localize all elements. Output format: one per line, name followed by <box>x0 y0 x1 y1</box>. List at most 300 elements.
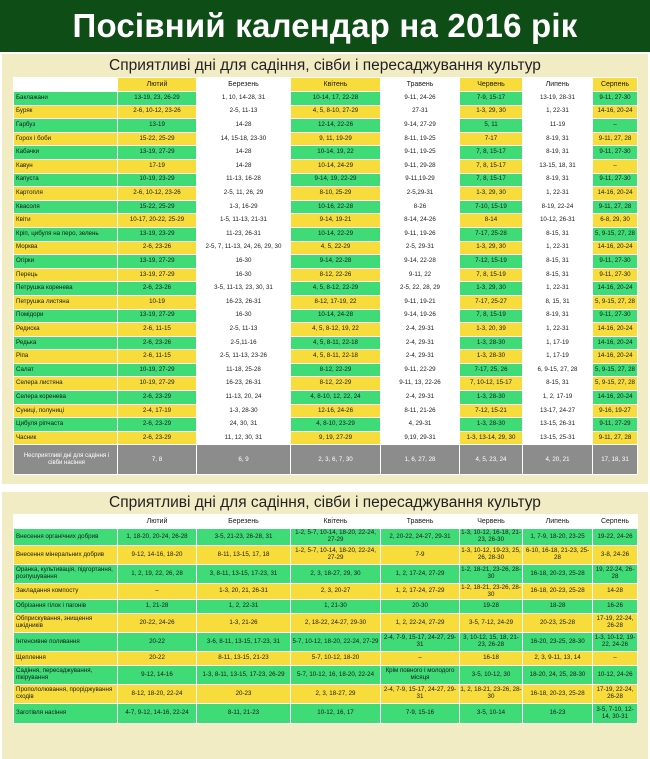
crop-name: Кавун <box>14 159 118 173</box>
date-cell: 19-28 <box>460 600 523 614</box>
date-cell: 1-3, 20, 39 <box>460 323 523 337</box>
date-cell: 17-19, 22-24, 26-28 <box>593 614 638 633</box>
date-cell: 3-8, 24-26 <box>593 546 638 565</box>
date-cell: 2-6, 10-12, 23-26 <box>118 105 197 119</box>
unfavorable-days-cell: 2, 3, 6, 7, 30 <box>291 445 381 475</box>
date-cell: 7-17 <box>460 132 523 146</box>
date-cell: 4, 8-10, 23-29 <box>291 418 381 432</box>
date-cell: 9-12, 14-16 <box>118 666 197 685</box>
date-cell: 7, 8, 15-17 <box>460 146 523 160</box>
crop-name: Огірки <box>14 255 118 269</box>
date-cell: 1-3, 29, 30 <box>460 105 523 119</box>
col-header: Липень <box>523 515 593 529</box>
date-cell: 9-11, 22-29 <box>381 363 460 377</box>
table-row <box>14 295 638 309</box>
table-row <box>14 132 638 146</box>
crop-name: Селера листяна <box>14 377 118 391</box>
date-cell: 7, 8, 15-19 <box>460 268 523 282</box>
date-cell: 16-30 <box>197 255 291 269</box>
col-header: Квітень <box>291 515 381 529</box>
work-name: Оранка, культивація, підгортання, розпушування <box>14 565 118 584</box>
date-cell: 2-5, 11-13 <box>197 323 291 337</box>
date-cell: 10-16, 22-28 <box>291 200 381 214</box>
date-cell: 9-11, 19-21 <box>381 295 460 309</box>
table-row <box>14 704 638 724</box>
date-cell: 5, 9-15, 27, 28 <box>593 227 638 241</box>
date-cell: 10-12, 26-31 <box>523 214 593 228</box>
date-cell: 13-15, 18, 31 <box>523 159 593 173</box>
work-name: Обприскування, знищення шкідників <box>14 614 118 633</box>
date-cell: 14-28 <box>197 146 291 160</box>
date-cell: 7-9, 15-16 <box>381 704 460 724</box>
table-row <box>14 92 638 106</box>
date-cell: 8-19, 31 <box>523 309 593 323</box>
date-cell: 4, 5, 8-12, 19, 22 <box>291 323 381 337</box>
date-cell: – <box>118 584 197 600</box>
table-row <box>14 633 638 652</box>
unfavorable-days-cell: 4, 5, 23, 24 <box>460 445 523 475</box>
date-cell: 4, 5, 22-29 <box>291 241 381 255</box>
date-cell: 2-5, 22, 28, 29 <box>381 282 460 296</box>
date-cell: 14-16, 20-24 <box>593 323 638 337</box>
col-header: Березень <box>197 78 291 92</box>
crop-name: Гарбуз <box>14 119 118 133</box>
date-cell: 2-6, 23-26 <box>118 241 197 255</box>
date-cell: 7-12, 15-21 <box>460 404 523 418</box>
date-cell: 9-11, 27-30 <box>593 173 638 187</box>
date-cell: 8-14, 24-26 <box>381 214 460 228</box>
unfavorable-days-cell: 4, 20, 21 <box>523 445 593 475</box>
date-cell: 8-15, 31 <box>523 227 593 241</box>
date-cell: 1-3, 13-14, 29, 30 <box>460 431 523 445</box>
col-header: Лютий <box>118 78 197 92</box>
date-cell: 18-20, 24, 25, 28-30 <box>523 666 593 685</box>
date-cell: 3-5, 11-13, 23, 30, 31 <box>197 282 291 296</box>
date-cell: 14-16, 20-24 <box>593 350 638 364</box>
date-cell: 2-6, 11-15 <box>118 350 197 364</box>
col-header: Травень <box>381 515 460 529</box>
unfavorable-days-cell: 1, 6, 27, 28 <box>381 445 460 475</box>
date-cell: 7-12, 15-19 <box>460 255 523 269</box>
date-cell: 8-11, 21-26 <box>381 404 460 418</box>
date-cell: 2-4, 29-31 <box>381 323 460 337</box>
date-cell: 3, 10-12, 15, 18, 21-23, 26-28 <box>460 633 523 652</box>
date-cell: 4, 5, 8-12, 22-29 <box>291 282 381 296</box>
date-cell: 4, 5, 8-11, 22-18 <box>291 336 381 350</box>
date-cell: 1-5, 11-13, 21-31 <box>197 214 291 228</box>
date-cell: 14-16, 20-24 <box>593 391 638 405</box>
date-cell: 2-4, 29-31 <box>381 391 460 405</box>
date-cell: 5, 11 <box>460 119 523 133</box>
date-cell: 2-4, 7-9, 15-17, 24-27, 29-31 <box>381 633 460 652</box>
table-row <box>14 105 638 119</box>
date-cell: 13-19, 27-29 <box>118 268 197 282</box>
works-table-header <box>14 515 638 529</box>
date-cell: 11-23, 26-31 <box>197 227 291 241</box>
date-cell: 3-5, 10-12, 30 <box>460 666 523 685</box>
col-header: Серпень <box>593 515 638 529</box>
crop-name: Селера коренева <box>14 391 118 405</box>
crop-name: Горох і боби <box>14 132 118 146</box>
date-cell: 13-19 <box>118 119 197 133</box>
date-cell: 3-5, 10-14 <box>460 704 523 724</box>
date-cell: 2-5, 11-13, 23-26 <box>197 350 291 364</box>
crop-name: Кабачки <box>14 146 118 160</box>
date-cell: 13-19, 27-29 <box>118 146 197 160</box>
date-cell: 16-23, 26-31 <box>197 377 291 391</box>
date-cell: 1-3, 28-30 <box>460 350 523 364</box>
date-cell: 14-16, 20-24 <box>593 282 638 296</box>
table-row <box>14 241 638 255</box>
date-cell: 10-14, 17, 22-28 <box>291 92 381 106</box>
table-row <box>14 614 638 633</box>
date-cell: 2, 18-22, 24-27, 29-30 <box>291 614 381 633</box>
date-cell: 1-3, 10-12, 19-22, 24-26 <box>593 633 638 652</box>
work-name: Обрізання гілок і пагонів <box>14 600 118 614</box>
date-cell: 17-19 <box>118 159 197 173</box>
date-cell: 1-3, 10-12, 19-23, 25, 26, 28-30 <box>460 546 523 565</box>
date-cell: 10-19 <box>118 295 197 309</box>
date-cell: 7, 10-12, 15-17 <box>460 377 523 391</box>
crop-name: Перець <box>14 268 118 282</box>
header-corner <box>14 515 118 529</box>
date-cell: 5-7, 10-12, 16, 18-20, 22-24 <box>291 666 381 685</box>
crop-name: Салат <box>14 363 118 377</box>
table-row <box>14 146 638 160</box>
col-header: Лютий <box>118 515 197 529</box>
date-cell: 9-11,19-29 <box>381 173 460 187</box>
date-cell: 11-13, 16-28 <box>197 173 291 187</box>
table-row <box>14 268 638 282</box>
date-cell: 1-3, 28-30 <box>460 336 523 350</box>
date-cell: 9-11, 27-30 <box>593 309 638 323</box>
date-cell: 9-11, 24-26 <box>381 92 460 106</box>
date-cell: 8-19, 31 <box>523 173 593 187</box>
date-cell: 8, 15, 31 <box>523 295 593 309</box>
date-cell: 8-11, 21-23 <box>197 704 291 724</box>
date-cell: 12-16, 24-26 <box>291 404 381 418</box>
col-header: Червень <box>460 78 523 92</box>
table-row <box>14 159 638 173</box>
date-cell: 10-14, 19, 22 <box>291 146 381 160</box>
date-cell: 16-18 <box>460 652 523 666</box>
date-cell: 6-10, 16-18, 21-23, 25-28 <box>523 546 593 565</box>
col-header: Березень <box>197 515 291 529</box>
table-row <box>14 418 638 432</box>
date-cell: 9,19, 29-31 <box>381 431 460 445</box>
date-cell: 16-30 <box>197 268 291 282</box>
date-cell: 2-4, 29-31 <box>381 336 460 350</box>
date-cell: 1, 2, 22-24, 27-29 <box>381 614 460 633</box>
date-cell: 8-19, 22-24 <box>523 200 593 214</box>
crop-name: Цибуля ріпчаста <box>14 418 118 432</box>
date-cell: 2-5,11-16 <box>197 336 291 350</box>
date-cell: 7, 8, 15-19 <box>460 309 523 323</box>
date-cell: 9-12, 14-16, 18-20 <box>118 546 197 565</box>
work-name: Інтенсивне поливання <box>14 633 118 652</box>
date-cell: 2-5, 29-31 <box>381 241 460 255</box>
date-cell: 9-11, 27, 28 <box>593 431 638 445</box>
unfavorable-days-cell: 17, 18, 31 <box>593 445 638 475</box>
date-cell: 9-14, 19-21 <box>291 214 381 228</box>
work-name: Заготівля насіння <box>14 704 118 724</box>
crop-name: Буряк <box>14 105 118 119</box>
date-cell: 9-11, 19-26 <box>381 227 460 241</box>
planting-table-header <box>14 78 638 92</box>
table-row <box>14 666 638 685</box>
date-cell: 2-6, 23-29 <box>118 418 197 432</box>
date-cell: 2-4, 7-9, 15-17, 24-27, 29-31 <box>381 685 460 704</box>
date-cell: 9-11, 27-30 <box>593 255 638 269</box>
date-cell: 4, 8-10, 12, 22, 24 <box>291 391 381 405</box>
crop-name: Часник <box>14 431 118 445</box>
date-cell: 7-10, 15-19 <box>460 200 523 214</box>
date-cell: 14-28 <box>593 584 638 600</box>
date-cell: 2-6, 23-26 <box>118 282 197 296</box>
col-header: Квітень <box>291 78 381 92</box>
date-cell: 7-9, 15-17 <box>460 92 523 106</box>
date-cell: 5-7, 10-12, 18-20 <box>291 652 381 666</box>
date-cell: 2-5, 7, 11-13, 24, 26, 29, 30 <box>197 241 291 255</box>
date-cell: 16-18, 20-23, 25-28 <box>523 565 593 584</box>
date-cell: 16-20, 23-25, 28-30 <box>523 633 593 652</box>
works-table-title: Сприятливі дні для садіння, сівби і пересаджування культур <box>109 494 541 511</box>
date-cell: 1, 22-31 <box>523 241 593 255</box>
planting-table <box>13 77 638 475</box>
date-cell: 1, 18-20, 20-24, 26-28 <box>118 529 197 546</box>
date-cell: 9-11, 29-28 <box>381 159 460 173</box>
table-row <box>14 363 638 377</box>
date-cell: 13-19, 28-31 <box>523 92 593 106</box>
date-cell: – <box>593 119 638 133</box>
work-name: Закладання компосту <box>14 584 118 600</box>
crop-name: Суниці, полуниці <box>14 404 118 418</box>
date-cell: 1, 10, 14-28, 31 <box>197 92 291 106</box>
date-cell: 5, 9-15, 27, 28 <box>593 377 638 391</box>
date-cell: 13-17, 24-27 <box>523 404 593 418</box>
table-row <box>14 685 638 704</box>
date-cell: 4-7, 9-12, 14-16, 22-24 <box>118 704 197 724</box>
date-cell: 14-16, 20-24 <box>593 105 638 119</box>
table-row <box>14 565 638 584</box>
date-cell: 1, 2, 18-21, 23-26, 28-30 <box>460 685 523 704</box>
date-cell: 9-14, 22-28 <box>381 255 460 269</box>
date-cell: 20-23, 25-28 <box>523 614 593 633</box>
crop-name: Редиска <box>14 323 118 337</box>
table-row <box>14 119 638 133</box>
date-cell: 2-6, 10-12, 23-26 <box>118 187 197 201</box>
date-cell: 9-11, 22 <box>381 268 460 282</box>
date-cell: 1-3, 16-29 <box>197 200 291 214</box>
date-cell: 1, 22-31 <box>523 187 593 201</box>
date-cell: 8-26 <box>381 200 460 214</box>
date-cell: 3-6, 8-11, 13-15, 17-23, 31 <box>197 633 291 652</box>
date-cell: 1, 17-19 <box>523 350 593 364</box>
date-cell: 9-16, 19-27 <box>593 404 638 418</box>
date-cell: 2-6, 23-26 <box>118 336 197 350</box>
table-row <box>14 187 638 201</box>
date-cell: 2-5, 11, 26, 29 <box>197 187 291 201</box>
table-row <box>14 391 638 405</box>
table-row <box>14 431 638 445</box>
header-corner <box>14 78 118 92</box>
work-name: Внесення органічних добрив <box>14 529 118 546</box>
table-row <box>14 214 638 228</box>
date-cell: 5, 9-15, 27, 28 <box>593 295 638 309</box>
date-cell: 9, 19, 27-29 <box>291 431 381 445</box>
date-cell: 1, 22-31 <box>523 282 593 296</box>
date-cell: 16-30 <box>197 309 291 323</box>
crop-name: Квіти <box>14 214 118 228</box>
page-title: Посівний календар на 2016 рік <box>72 7 578 44</box>
date-cell: 1, 2, 22-31 <box>197 600 291 614</box>
date-cell: 8-15, 31 <box>523 377 593 391</box>
table-row <box>14 600 638 614</box>
crop-name: Петрушка коренева <box>14 282 118 296</box>
col-header: Липень <box>523 78 593 92</box>
date-cell: – <box>593 652 638 666</box>
date-cell: 8-12, 22-26 <box>291 268 381 282</box>
table-row <box>14 546 638 565</box>
date-cell: 1, 7-9, 18-20, 23-25 <box>523 529 593 546</box>
date-cell: 1, 2, 17-24, 27-29 <box>381 565 460 584</box>
date-cell: 8-15, 31 <box>523 255 593 269</box>
date-cell: 1-3, 29, 30 <box>460 282 523 296</box>
works-table <box>13 514 638 724</box>
unfavorable-days-cell: 7, 8 <box>118 445 197 475</box>
date-cell: 2, 20-22, 24-27, 29-31 <box>381 529 460 546</box>
crop-name: Кріп, цибуля на перо, зелень <box>14 227 118 241</box>
date-cell: 9-11, 27, 28 <box>593 200 638 214</box>
date-cell: 1-3, 20, 21, 26-31 <box>197 584 291 600</box>
date-cell: 1, 22-31 <box>523 105 593 119</box>
date-cell: – <box>593 159 638 173</box>
date-cell: 14-28 <box>197 119 291 133</box>
date-cell: 27-31 <box>381 105 460 119</box>
col-header: Травень <box>381 78 460 92</box>
date-cell: 1-3, 8-11, 13-15, 17-23, 26-29 <box>197 666 291 685</box>
date-cell: 8-12, 22-29 <box>291 363 381 377</box>
date-cell: 1-3, 28-30 <box>197 404 291 418</box>
date-cell: 2-5, 11-13 <box>197 105 291 119</box>
date-cell: 1, 17-19 <box>523 336 593 350</box>
work-name: Внесення мінеральних добрив <box>14 546 118 565</box>
date-cell: 9-14, 22-28 <box>291 255 381 269</box>
date-cell: 16-18, 20-23, 25-28 <box>523 584 593 600</box>
date-cell: 11-13, 20, 24 <box>197 391 291 405</box>
date-cell: 9, 11, 19-29 <box>291 132 381 146</box>
date-cell: 8-12, 17-19, 22 <box>291 295 381 309</box>
date-cell: 1, 2, 17-24, 27-29 <box>381 584 460 600</box>
crop-name: Редька <box>14 336 118 350</box>
work-name: Пропололювання, проріджування сходів <box>14 685 118 704</box>
crop-name: Квасоля <box>14 200 118 214</box>
date-cell: 13-19, 27-29 <box>118 255 197 269</box>
table-row <box>14 584 638 600</box>
date-cell: 8-12, 18-20, 22-24 <box>118 685 197 704</box>
date-cell: 7-17, 25, 26 <box>460 363 523 377</box>
table-row <box>14 350 638 364</box>
table-row <box>14 323 638 337</box>
col-header: Серпень <box>593 78 638 92</box>
date-cell: 7, 8, 15-17 <box>460 159 523 173</box>
date-cell: 8-11, 13-15, 17, 18 <box>197 546 291 565</box>
date-cell: 1-3, 29, 30 <box>460 187 523 201</box>
date-cell: 2-5,29-31 <box>381 187 460 201</box>
date-cell: 9-11, 27, 28 <box>593 132 638 146</box>
date-cell: 8-15, 31 <box>523 268 593 282</box>
date-cell: 10-12, 24-26 <box>593 666 638 685</box>
table-row <box>14 173 638 187</box>
page-header <box>0 0 650 52</box>
date-cell: 1-2, 5-7, 10-14, 18-20, 22-24, 27-29 <box>291 546 381 565</box>
date-cell: 3-5, 7-12, 24-29 <box>460 614 523 633</box>
date-cell: 8-10, 25-29 <box>291 187 381 201</box>
date-cell: 10-19, 23-29 <box>118 173 197 187</box>
table-row <box>14 652 638 666</box>
date-cell: 11, 12, 30, 31 <box>197 431 291 445</box>
date-cell: 1-2, 18-21, 23-26, 28-30 <box>460 565 523 584</box>
date-cell: 2, 3, 9-11, 13, 14 <box>523 652 593 666</box>
table-row <box>14 200 638 214</box>
date-cell: 20-22 <box>118 652 197 666</box>
date-cell: – <box>381 652 460 666</box>
date-cell: 11-19 <box>523 119 593 133</box>
col-header: Червень <box>460 515 523 529</box>
unfavorable-days-cell: 6, 9 <box>197 445 291 475</box>
date-cell: 12-14, 22-26 <box>291 119 381 133</box>
work-name: Щеплення <box>14 652 118 666</box>
date-cell: 9-11, 27-30 <box>593 146 638 160</box>
date-cell: 10-17, 20-22, 25-29 <box>118 214 197 228</box>
date-cell: 8-19, 31 <box>523 132 593 146</box>
date-cell: 8-14 <box>460 214 523 228</box>
date-cell: 1, 2, 19, 22, 26, 28 <box>118 565 197 584</box>
planting-table-title: Сприятливі дні для садіння, сівби і пересаджування культур <box>109 57 541 74</box>
date-cell: 19, 22-24, 26-28 <box>593 565 638 584</box>
work-name: Садіння, пересаджування, пікірування <box>14 666 118 685</box>
date-cell: 5, 9-15, 27, 28 <box>593 363 638 377</box>
date-cell: 14-16, 20-24 <box>593 336 638 350</box>
date-cell: Крім повного і молодого місяця <box>381 666 460 685</box>
date-cell: 1-3, 28-30 <box>460 418 523 432</box>
planting-calendar-panel <box>2 54 648 484</box>
date-cell: 9-11, 13, 22-26 <box>381 377 460 391</box>
date-cell: 2, 3, 20-27 <box>291 584 381 600</box>
date-cell: 2-6, 11-15 <box>118 323 197 337</box>
date-cell: 2, 3, 18-27, 29, 30 <box>291 565 381 584</box>
date-cell: 3, 8-11, 13-15, 17-23, 31 <box>197 565 291 584</box>
date-cell: 16-26 <box>593 600 638 614</box>
date-cell: 1-3, 29, 30 <box>460 241 523 255</box>
date-cell: 8-11, 19-25 <box>381 132 460 146</box>
date-cell: 1-2, 5-7, 10-14, 18-20, 22-24, 27-29 <box>291 529 381 546</box>
crop-name: Баклажани <box>14 92 118 106</box>
date-cell: 2-6, 23-29 <box>118 431 197 445</box>
table-row <box>14 282 638 296</box>
date-cell: 16-18, 20-23, 25-28 <box>523 685 593 704</box>
date-cell: 11-18, 25-28 <box>197 363 291 377</box>
date-cell: 13-19, 23-29 <box>118 227 197 241</box>
date-cell: 6, 9-15, 27, 28 <box>523 363 593 377</box>
date-cell: 8-12, 22-29 <box>291 377 381 391</box>
date-cell: 16-23, 26-31 <box>197 295 291 309</box>
date-cell: 9-11, 27-30 <box>593 268 638 282</box>
crop-name: Капуста <box>14 173 118 187</box>
table-row <box>14 336 638 350</box>
date-cell: 1-3, 28-30 <box>460 391 523 405</box>
date-cell: 1-3, 21-26 <box>197 614 291 633</box>
